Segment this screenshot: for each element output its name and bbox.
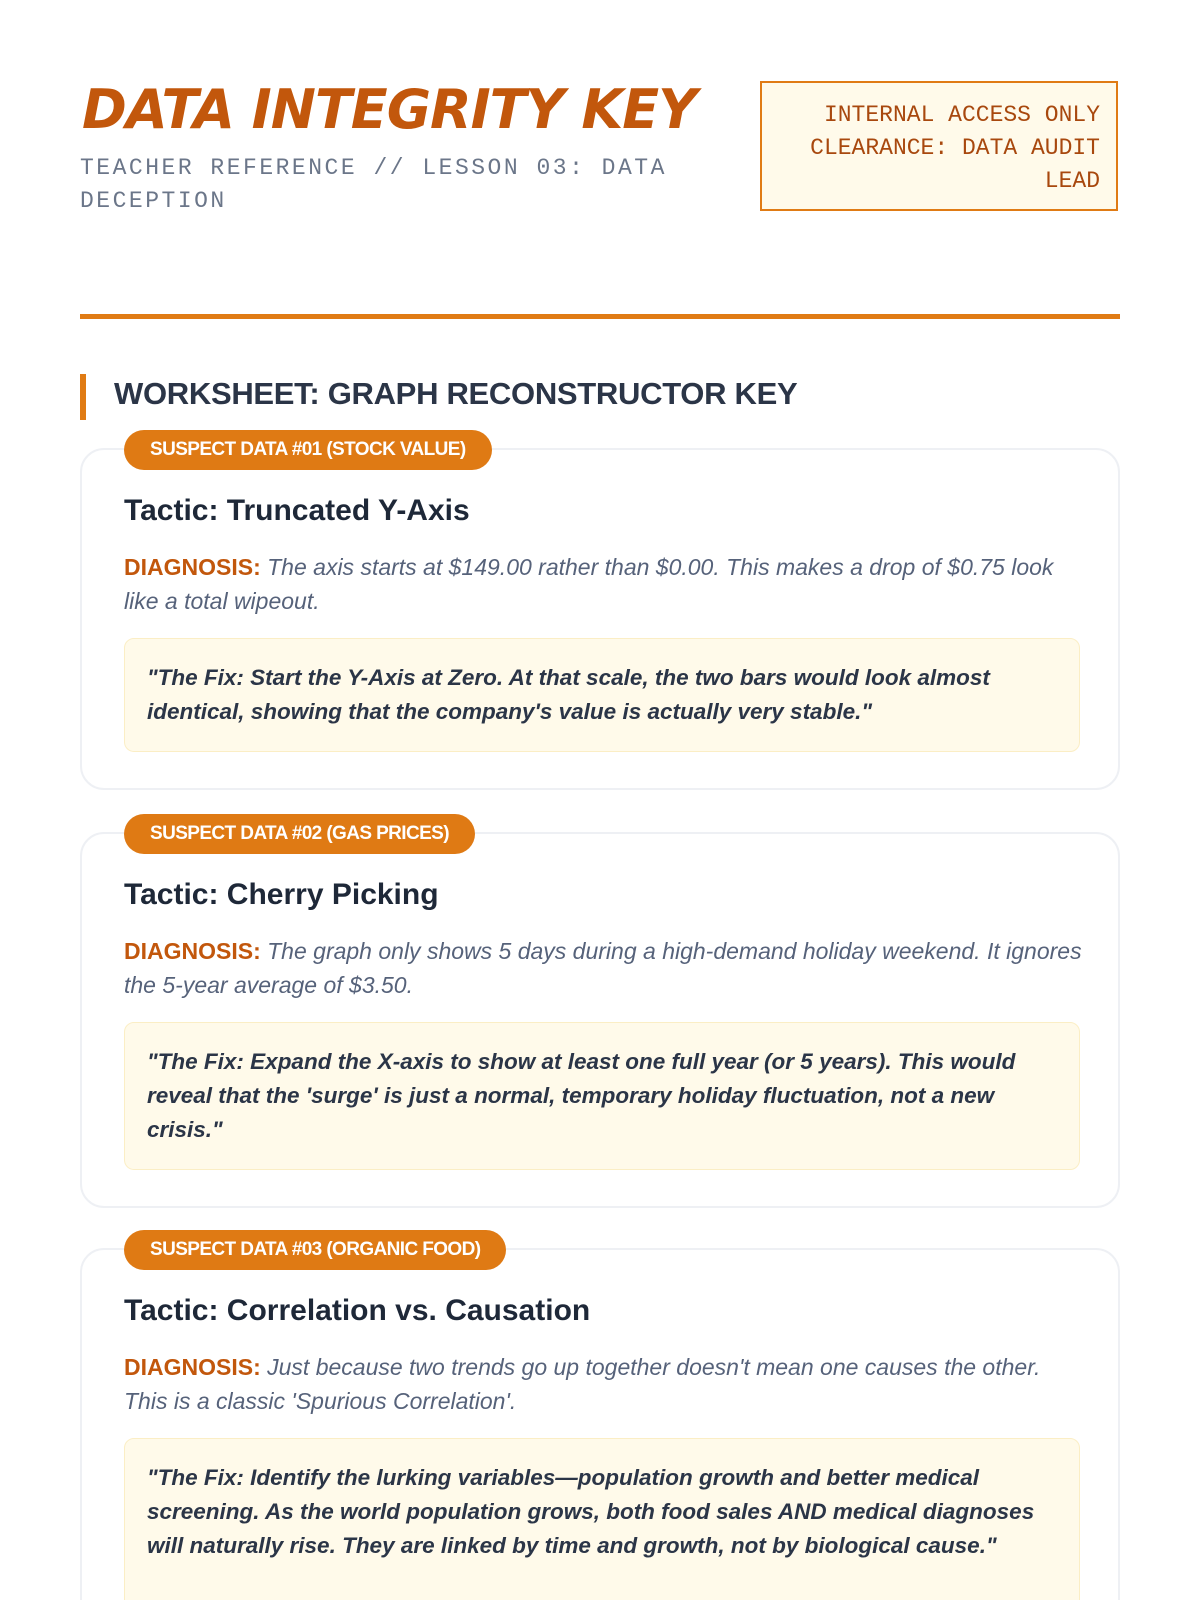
header-divider (80, 314, 1120, 319)
tactic-title-1: Tactic: Truncated Y-Axis (124, 494, 470, 527)
diagnosis-text-2: The graph only shows 5 days during a high-demand holiday weekend. It ignores the 5-year average of $3.50. (124, 938, 1082, 998)
diagnosis-label-2: DIAGNOSIS: (124, 938, 261, 964)
fix-callout-2: "The Fix: Expand the X-axis to show at least one full year (or 5 years). This would reveal that the 'surge' is just a normal, temporary holiday fluctuation, not a new crisis." (124, 1022, 1080, 1170)
fix-callout-3: "The Fix: Identify the lurking variables—population growth and better medical screening. As the world population grows, both food sales AND medical diagnoses will naturally rise. They are linked by time and growth, not by biological cause." (124, 1438, 1080, 1600)
access-line-1: INTERNAL ACCESS ONLY (823, 102, 1100, 128)
diagnosis-text-1: The axis starts at $149.00 rather than $0.00. This makes a drop of $0.75 look like a total wipeout. (124, 554, 1054, 614)
diagnosis-3 (124, 1350, 1084, 1418)
diagnosis-1 (124, 550, 1084, 618)
page-subtitle: TEACHER REFERENCE // LESSON 03: DATA DECEPTION (80, 155, 667, 214)
section-title: WORKSHEET: GRAPH RECONSTRUCTOR KEY (114, 376, 798, 411)
section-accent-bar (80, 374, 86, 420)
tactic-title-3: Tactic: Correlation vs. Causation (124, 1294, 591, 1327)
diagnosis-text-3: Just because two trends go up together doesn't mean one causes the other. This is a classic 'Spurious Correlation'. (124, 1354, 1041, 1414)
fix-callout-1: "The Fix: Start the Y-Axis at Zero. At that scale, the two bars would look almost identical, showing that the company's value is actually very stable." (124, 638, 1080, 752)
suspect-badge-1: SUSPECT DATA #01 (STOCK VALUE) (124, 430, 492, 470)
tactic-title-2: Tactic: Cherry Picking (124, 878, 439, 911)
suspect-badge-2: SUSPECT DATA #02 (GAS PRICES) (124, 814, 475, 854)
diagnosis-2 (124, 934, 1084, 1002)
access-notice (760, 81, 1118, 211)
diagnosis-label-1: DIAGNOSIS: (124, 554, 261, 580)
diagnosis-label-3: DIAGNOSIS: (124, 1354, 261, 1380)
access-line-2: CLEARANCE: DATA AUDIT LEAD (810, 135, 1114, 194)
page-title: DATA INTEGRITY KEY (82, 78, 697, 141)
suspect-badge-3: SUSPECT DATA #03 (ORGANIC FOOD) (124, 1230, 506, 1270)
